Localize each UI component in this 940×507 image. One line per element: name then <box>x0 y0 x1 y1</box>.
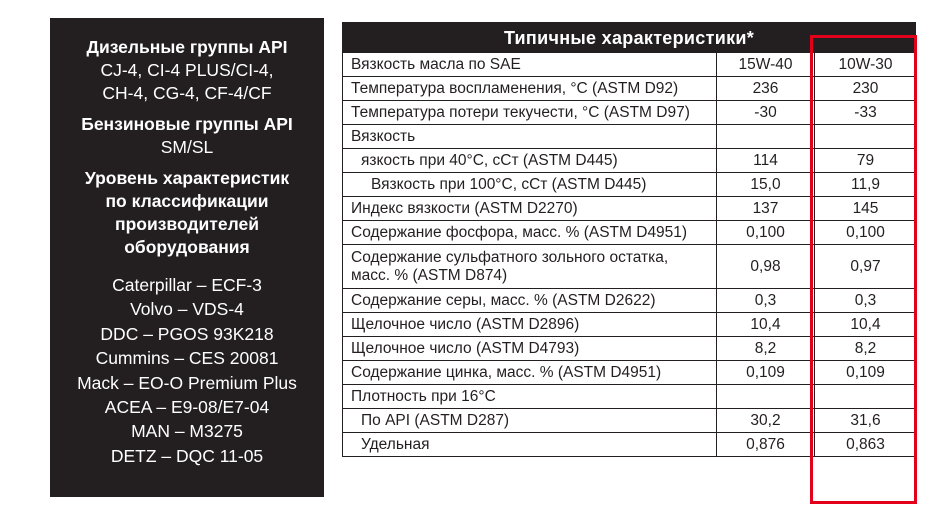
oem-title-line: производителей <box>115 214 259 234</box>
table-row <box>343 173 917 197</box>
value-10w30: 0,97 <box>815 245 917 289</box>
diesel-title: Дизельные группы API <box>86 37 288 57</box>
value-10w30: 230 <box>815 77 917 101</box>
row-label: Содержание серы, масс. % (ASTM D2622) <box>343 289 717 313</box>
table-row <box>343 245 917 289</box>
table-row <box>343 125 917 149</box>
value-15w40: 30,2 <box>717 409 815 433</box>
oem-list <box>50 273 324 468</box>
oem-title-line: оборудования <box>124 237 250 257</box>
row-label: Вязкость <box>343 125 717 149</box>
table-row <box>343 149 917 173</box>
gasoline-group <box>50 113 324 159</box>
value-15w40 <box>717 385 815 409</box>
value-15w40: 10,4 <box>717 313 815 337</box>
table-row <box>343 77 917 101</box>
oem-title <box>50 167 324 259</box>
oem-item: DETZ – DQC 11-05 <box>110 445 264 466</box>
value-10w30: 145 <box>815 197 917 221</box>
oem-item: Mack – EO-O Premium Plus <box>77 372 297 393</box>
row-label: Индекс вязкости (ASTM D2270) <box>343 197 717 221</box>
diesel-group <box>50 36 324 105</box>
header-col-15w40: 15W-40 <box>717 53 815 77</box>
table-row <box>343 385 917 409</box>
header-col-10w30: 10W-30 <box>815 53 917 77</box>
table-row <box>343 221 917 245</box>
table-row <box>343 433 917 457</box>
oem-title-line: Уровень характеристик <box>84 168 290 188</box>
gasoline-title: Бензиновые группы API <box>81 114 293 134</box>
table-title: Типичные характеристики* <box>342 22 916 52</box>
header-label: Вязкость масла по SAE <box>343 53 717 77</box>
value-10w30: 11,9 <box>815 173 917 197</box>
value-10w30: 0,109 <box>815 361 917 385</box>
spec-table <box>342 52 917 457</box>
value-15w40: 0,109 <box>717 361 815 385</box>
table-row <box>343 409 917 433</box>
value-10w30: 8,2 <box>815 337 917 361</box>
row-label: Содержание цинка, масс. % (ASTM D4951) <box>343 361 717 385</box>
value-10w30 <box>815 385 917 409</box>
value-15w40: 236 <box>717 77 815 101</box>
value-10w30: 10,4 <box>815 313 917 337</box>
oem-item: Caterpillar – ECF-3 <box>112 275 262 295</box>
row-label: Температура воспламенения, °С (ASTM D92) <box>343 77 717 101</box>
value-10w30: 31,6 <box>815 409 917 433</box>
table-row <box>343 361 917 385</box>
oem-title-line: по классификации <box>105 191 269 211</box>
oem-item: Volvo – VDS-4 <box>130 299 244 320</box>
value-10w30: 0,863 <box>815 433 917 457</box>
value-15w40: 114 <box>717 149 815 173</box>
value-15w40: 137 <box>717 197 815 221</box>
table-header-row <box>343 53 917 77</box>
row-label: язкость при 40°С, сСт (ASTM D445) <box>343 149 717 173</box>
row-label: Содержание сульфатного зольного остатка, масс. % (ASTM D874) <box>343 245 717 289</box>
diesel-line: CJ-4, CI-4 PLUS/CI-4, <box>100 60 274 80</box>
value-10w30: -33 <box>815 101 917 125</box>
value-10w30: 0,3 <box>815 289 917 313</box>
api-info-panel <box>50 18 324 497</box>
oem-item: MAN – M3275 <box>131 421 243 442</box>
value-15w40: 0,100 <box>717 221 815 245</box>
row-label: Щелочное число (ASTM D4793) <box>343 337 717 361</box>
value-10w30: 0,100 <box>815 221 917 245</box>
value-15w40: 0,3 <box>717 289 815 313</box>
value-10w30 <box>815 125 917 149</box>
row-label: Содержание фосфора, масс. % (ASTM D4951) <box>343 221 717 245</box>
value-15w40: 15,0 <box>717 173 815 197</box>
value-15w40: 0,98 <box>717 245 815 289</box>
row-label: Плотность при 16°С <box>343 385 717 409</box>
table-row <box>343 337 917 361</box>
row-label: Удельная <box>343 433 717 457</box>
value-15w40: 8,2 <box>717 337 815 361</box>
row-label: Температура потери текучести, °С (ASTM D97) <box>343 101 717 125</box>
oem-item: Cummins – CES 20081 <box>95 348 279 369</box>
oem-item: DDC – PGOS 93K218 <box>100 323 274 344</box>
value-10w30: 79 <box>815 149 917 173</box>
table-row <box>343 101 917 125</box>
row-label: Щелочное число (ASTM D2896) <box>343 313 717 337</box>
value-15w40 <box>717 125 815 149</box>
gasoline-line: SM/SL <box>160 137 214 157</box>
table-row <box>343 197 917 221</box>
table-row <box>343 289 917 313</box>
diesel-line: CH-4, CG-4, CF-4/CF <box>102 83 272 103</box>
table-row <box>343 313 917 337</box>
row-label: По API (ASTM D287) <box>343 409 717 433</box>
characteristics-table <box>342 22 916 457</box>
value-15w40: -30 <box>717 101 815 125</box>
value-15w40: 0,876 <box>717 433 815 457</box>
oem-item: ACEA – E9-08/E7-04 <box>104 397 270 418</box>
row-label: Вязкость при 100°С, сСт (ASTM D445) <box>343 173 717 197</box>
